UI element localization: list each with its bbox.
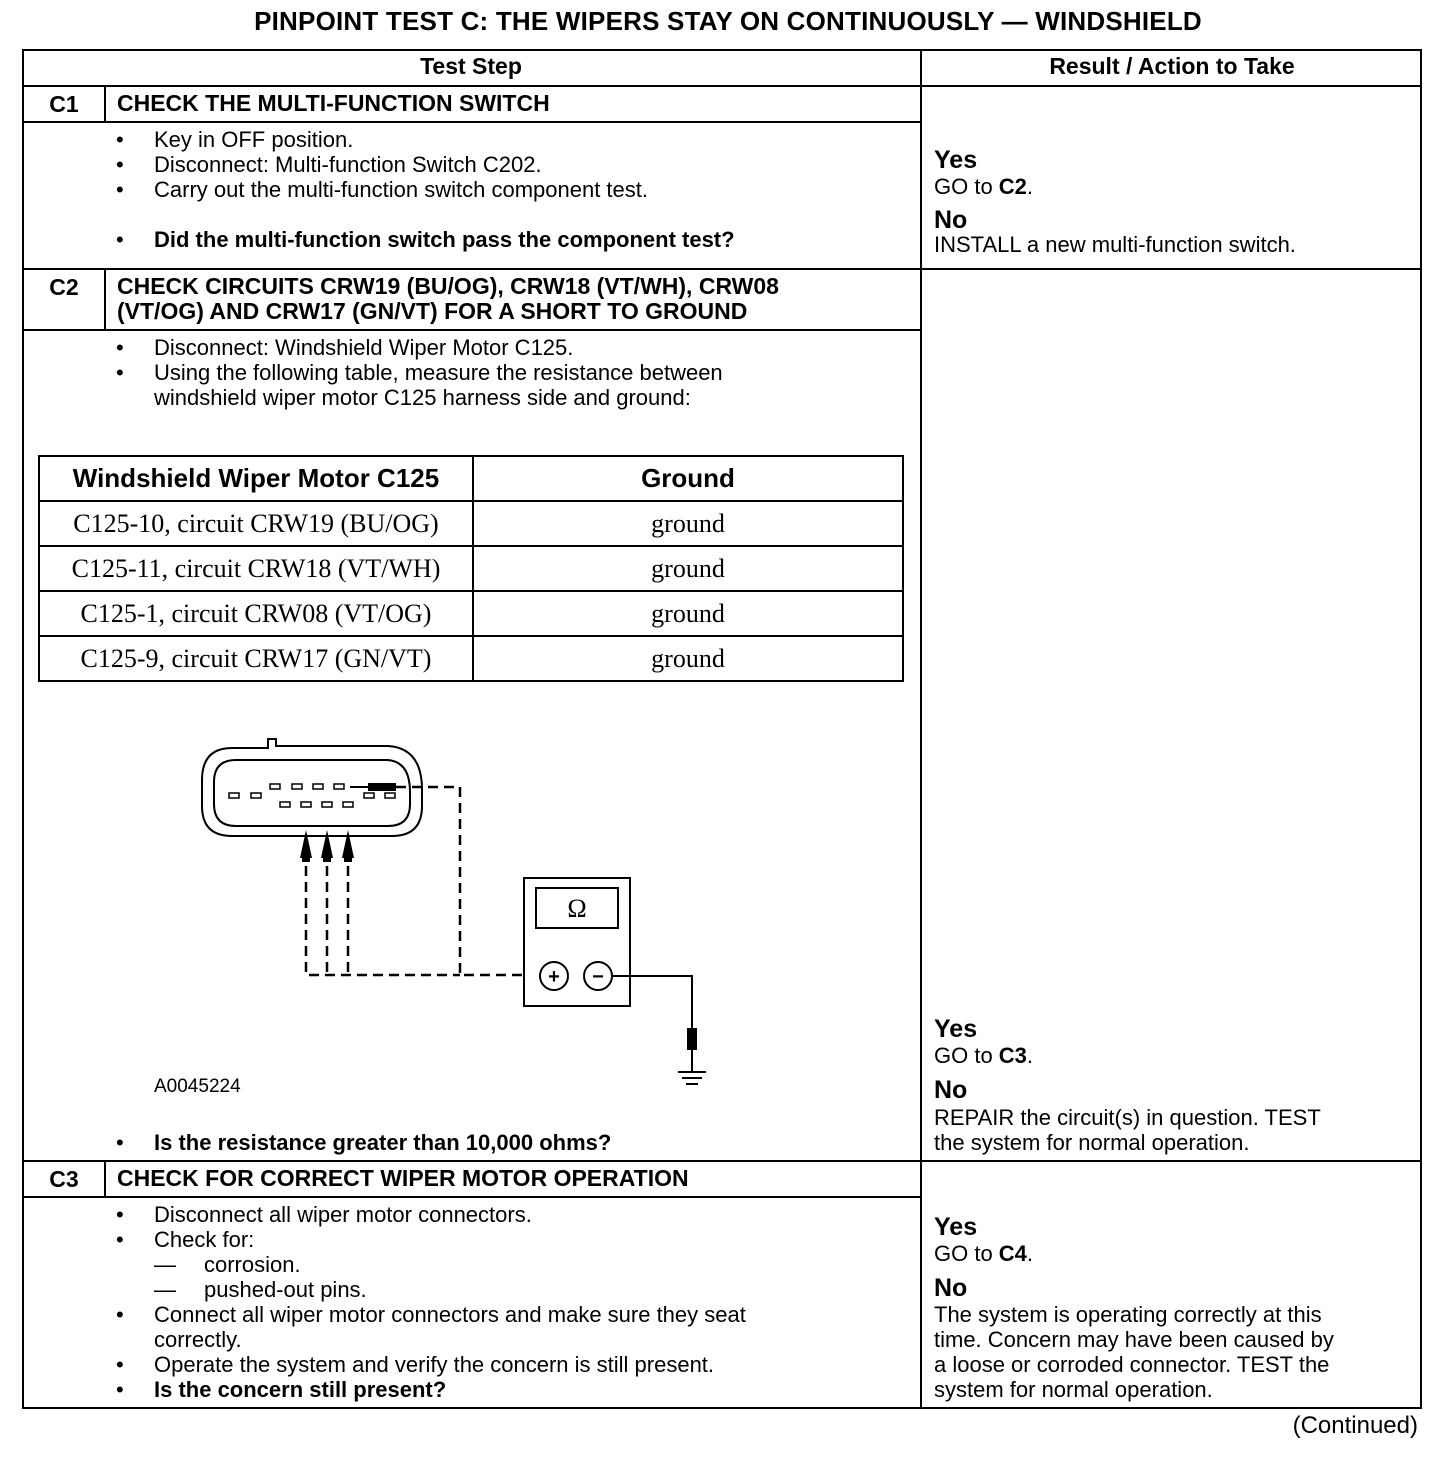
c1-yes-target: C2 <box>998 174 1027 199</box>
c2-yes-action: GO to C3. <box>934 1043 1034 1068</box>
result-header: Result / Action to Take <box>1049 53 1295 79</box>
step-id-c3: C3 <box>49 1166 79 1192</box>
c3-bullet-3: Connect all wiper motor connectors and make sure they seat <box>154 1302 746 1327</box>
connector-inner-shell <box>214 760 410 826</box>
circuit-table-header-connector: Windshield Wiper Motor C125 <box>39 456 473 501</box>
c3-no-label: No <box>934 1274 968 1302</box>
dash: — <box>154 1277 176 1302</box>
probe-tip <box>368 783 396 791</box>
page-title: PINPOINT TEST C: THE WIPERS STAY ON CONTINUOUSLY — WINDSHIELD <box>254 6 1202 36</box>
dashed-leads <box>306 787 530 975</box>
ground-icon <box>678 1050 706 1084</box>
c3-sub-2: pushed-out pins. <box>204 1277 367 1302</box>
c3-bullet-1: Disconnect all wiper motor connectors. <box>154 1202 532 1227</box>
plus-icon: + <box>548 966 560 988</box>
c3-no-action-1: The system is operating correctly at this <box>934 1302 1322 1327</box>
c3-bullet-2: Check for: <box>154 1227 255 1252</box>
figure-id: A0045224 <box>154 1076 241 1097</box>
bullet: • <box>116 127 124 152</box>
table-cell: C125-1, circuit CRW08 (VT/OG) <box>39 591 473 636</box>
bullet: • <box>116 1302 124 1327</box>
c2-bullet-2-cont: windshield wiper motor C125 harness side and ground: <box>154 385 691 410</box>
test-step-header: Test Step <box>420 53 522 79</box>
c3-yes-target: C4 <box>998 1241 1027 1266</box>
c3-question: Is the concern still present? <box>154 1377 447 1402</box>
c1-question: Did the multi-function switch pass the component test? <box>154 227 735 252</box>
c1-bullet-3: Carry out the multi-function switch component test. <box>154 177 648 202</box>
c1-yes-label: Yes <box>934 146 978 174</box>
table-cell: ground <box>473 501 903 546</box>
c2-no-action-2: the system for normal operation. <box>934 1130 1250 1155</box>
c2-question: Is the resistance greater than 10,000 ohms? <box>154 1130 612 1155</box>
table-cell: C125-10, circuit CRW19 (BU/OG) <box>39 501 473 546</box>
ohm-icon: Ω <box>567 894 587 923</box>
bullet: • <box>116 1202 124 1227</box>
c3-yes-action: GO to C4. <box>934 1241 1034 1266</box>
circuit-table-header-ground: Ground <box>473 456 903 501</box>
bullet: • <box>116 335 124 360</box>
table-cell: ground <box>473 546 903 591</box>
c2-yes-target: C3 <box>998 1043 1027 1068</box>
c3-no-action-2: time. Concern may have been caused by <box>934 1327 1334 1352</box>
bullet: • <box>116 1377 124 1402</box>
probe-arrows <box>300 830 354 862</box>
step-title-c2-line2: (VT/OG) AND CRW17 (GN/VT) FOR A SHORT TO GROUND <box>117 298 748 324</box>
c3-bullet-4: Operate the system and verify the concern is still present. <box>154 1352 715 1377</box>
c2-no-action-1: REPAIR the circuit(s) in question. TEST <box>934 1105 1321 1130</box>
c1-bullet-2: Disconnect: Multi-function Switch C202. <box>154 152 542 177</box>
bullet: • <box>116 360 124 385</box>
table-cell: ground <box>473 636 903 681</box>
c2-yes-label: Yes <box>934 1015 978 1043</box>
table-cell: C125-11, circuit CRW18 (VT/WH) <box>39 546 473 591</box>
ground-probe <box>687 1028 697 1050</box>
bullet: • <box>116 227 124 252</box>
c3-yes-label: Yes <box>934 1213 978 1241</box>
c1-yes-action: GO to C2. <box>934 174 1034 199</box>
minus-icon: − <box>592 966 604 988</box>
bullet: • <box>116 177 124 202</box>
bullet: • <box>116 1130 124 1155</box>
table-cell: C125-9, circuit CRW17 (GN/VT) <box>39 636 473 681</box>
step-title-c3: CHECK FOR CORRECT WIPER MOTOR OPERATION <box>117 1165 689 1191</box>
c3-no-action-3: a loose or corroded connector. TEST the <box>934 1352 1330 1377</box>
bullet: • <box>116 1227 124 1252</box>
c2-no-label: No <box>934 1076 968 1104</box>
c1-no-action: INSTALL a new multi-function switch. <box>934 232 1296 257</box>
c3-bullet-3-cont: correctly. <box>154 1327 242 1352</box>
continued-label: (Continued) <box>1292 1412 1418 1439</box>
c1-bullet-1: Key in OFF position. <box>154 127 354 152</box>
table-cell: ground <box>473 591 903 636</box>
step-title-c2-line1: CHECK CIRCUITS CRW19 (BU/OG), CRW18 (VT/WH), CRW08 <box>117 273 779 299</box>
c2-bullet-1: Disconnect: Windshield Wiper Motor C125. <box>154 335 574 360</box>
c3-no-action-4: system for normal operation. <box>934 1377 1213 1402</box>
c3-sub-1: corrosion. <box>204 1252 301 1277</box>
bullet: • <box>116 152 124 177</box>
c2-bullet-2: Using the following table, measure the resistance between <box>154 360 723 385</box>
bullet: • <box>116 1352 124 1377</box>
step-title-c1: CHECK THE MULTI-FUNCTION SWITCH <box>117 90 550 116</box>
step-id-c1: C1 <box>49 91 79 117</box>
dash: — <box>154 1252 176 1277</box>
c1-no-label: No <box>934 206 968 234</box>
step-id-c2: C2 <box>49 274 79 300</box>
